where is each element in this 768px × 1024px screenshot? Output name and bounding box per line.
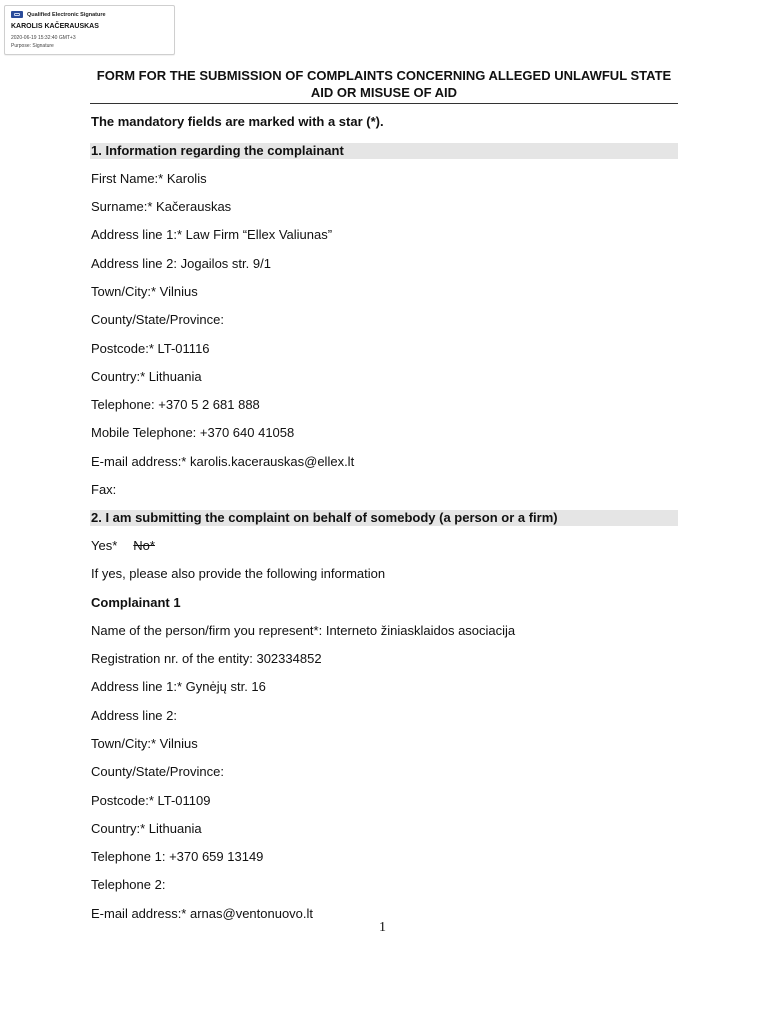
country-field: Country:* Lithuania — [91, 369, 202, 384]
address-line-1-field: Address line 1:* Law Firm “Ellex Valiunas” — [91, 227, 333, 242]
yes-no-choice — [91, 538, 155, 553]
complainant-telephone-1-field: Telephone 1: +370 659 13149 — [91, 849, 264, 864]
signature-timestamp: 2020-06-19 15:32:40 GMT+3 — [11, 35, 76, 41]
complainant-telephone-2-field: Telephone 2: — [91, 877, 166, 892]
if-yes-instruction: If yes, please also provide the following information — [91, 566, 386, 581]
address-line-2-field: Address line 2: Jogailos str. 9/1 — [91, 256, 271, 271]
town-field: Town/City:* Vilnius — [91, 284, 198, 299]
form-title: FORM FOR THE SUBMISSION OF COMPLAINTS CONCERNING ALLEGED UNLAWFUL STATE AID OR MISUSE OF AID — [90, 67, 678, 104]
complainant-address-line-2-field: Address line 2: — [91, 708, 177, 723]
complainant-postcode-field: Postcode:* LT-01109 — [91, 793, 211, 808]
represented-name-field: Name of the person/firm you represent*: Interneto žiniasklaidos asociacija — [91, 623, 516, 638]
signer-name: KAROLIS KAČERAUSKAS — [11, 23, 99, 30]
yes-option: Yes* — [91, 538, 118, 553]
mobile-telephone-field: Mobile Telephone: +370 640 41058 — [91, 425, 295, 440]
email-field: E-mail address:* karolis.kacerauskas@ellex.lt — [91, 454, 355, 469]
first-name-field: First Name:* Karolis — [91, 171, 207, 186]
signature-purpose: Purpose: Signature — [11, 43, 54, 49]
telephone-field: Telephone: +370 5 2 681 888 — [91, 397, 260, 412]
complainant-county-field: County/State/Province: — [91, 764, 224, 779]
complainant-address-line-1-field: Address line 1:* Gynėjų str. 16 — [91, 679, 266, 694]
section-2-heading: 2. I am submitting the complaint on behalf of somebody (a person or a firm) — [90, 510, 678, 526]
complainant-email-field: E-mail address:* arnas@ventonuovo.lt — [91, 906, 314, 921]
page-number: 1 — [379, 920, 386, 935]
fax-field: Fax: — [91, 482, 117, 497]
complainant-country-field: Country:* Lithuania — [91, 821, 202, 836]
postcode-field: Postcode:* LT-01116 — [91, 341, 210, 356]
registration-number-field: Registration nr. of the entity: 302334852 — [91, 651, 322, 666]
county-field: County/State/Province: — [91, 312, 224, 327]
section-1-heading: 1. Information regarding the complainant — [90, 143, 678, 159]
complainant-1-heading: Complainant 1 — [91, 595, 181, 610]
electronic-signature-stamp — [4, 5, 175, 55]
no-option-struck: No* — [133, 538, 155, 553]
surname-field: Surname:* Kačerauskas — [91, 199, 232, 214]
mandatory-note: The mandatory fields are marked with a star (*). — [91, 114, 384, 129]
signature-logo-icon — [11, 11, 23, 18]
complainant-town-field: Town/City:* Vilnius — [91, 736, 198, 751]
signature-header — [11, 11, 106, 18]
signature-label: Qualified Electronic Signature — [27, 11, 106, 18]
